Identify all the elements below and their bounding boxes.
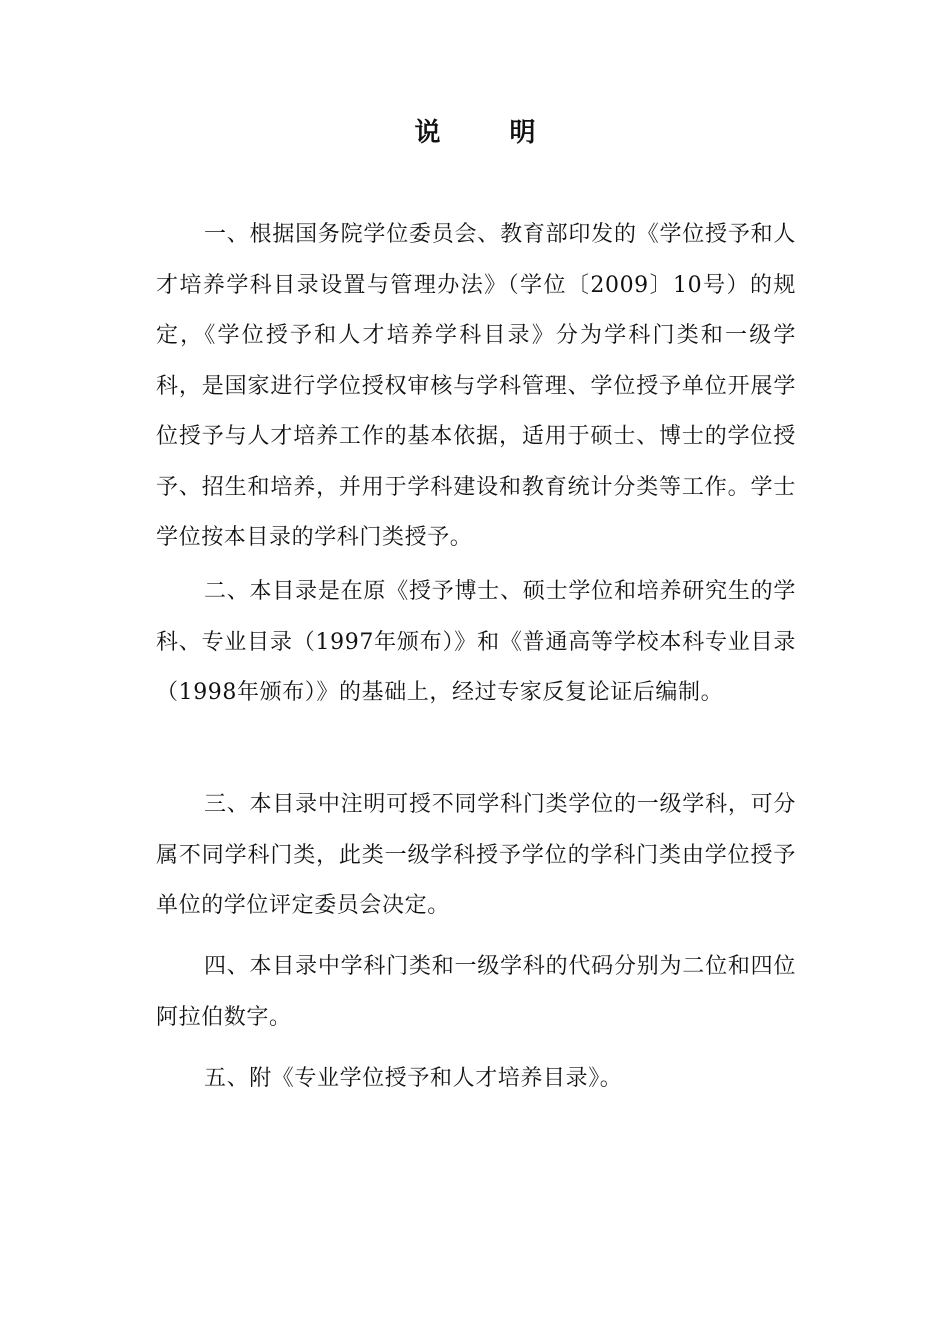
paragraph-1: 一、根据国务院学位委员会、教育部印发的《学位授予和人才培养学科目录设置与管理办法》（学位〔2009〕10号）的规定，《学位授予和人才培养学科目录》分为学科门类和一级学科，是国家进行学位授权审核与学科管理、学位授予单位开展学位授予与人才培养工作的基本依据，适用于硕士、博士的学位授予、招生和培养，并用于学科建设和教育统计分类等工作。学士学位按本目录的学科门类授予。	[156, 222, 796, 550]
page-title: 说 明	[414, 118, 566, 148]
paragraph-2: 二、本目录是在原《授予博士、硕士学位和培养研究生的学科、专业目录（1997年颁布）》和《普通高等学校本科专业目录（1998年颁布）》的基础上，经过专家反复论证后编制。	[156, 579, 796, 705]
paragraph-5: 五、附《专业学位授予和人才培养目录》。	[204, 1066, 623, 1091]
paragraph-3: 三、本目录中注明可授不同学科门类学位的一级学科，可分属不同学科门类，此类一级学科授予学位的学科门类由学位授予单位的学位评定委员会决定。	[156, 792, 796, 918]
paragraph-4: 四、本目录中学科门类和一级学科的代码分别为二位和四位阿拉伯数字。	[156, 954, 796, 1030]
